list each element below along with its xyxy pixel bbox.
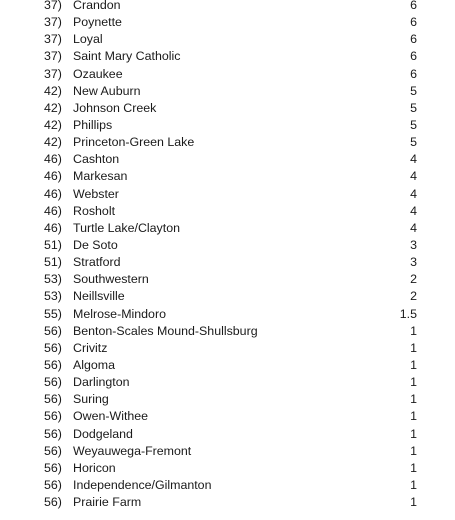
ranking-row xyxy=(0,31,455,48)
ranking-row xyxy=(0,374,455,391)
team-name: Princeton-Green Lake xyxy=(73,135,195,150)
ranking-row xyxy=(0,134,455,151)
ranking-row xyxy=(0,477,455,494)
team-name: New Auburn xyxy=(73,83,141,98)
team-name: Crandon xyxy=(73,0,121,12)
rank-label: 42) xyxy=(44,100,62,115)
team-name: Dodgeland xyxy=(73,426,133,441)
rank-label: 56) xyxy=(44,477,62,492)
rank-label: 56) xyxy=(44,495,62,510)
ranking-row xyxy=(0,460,455,477)
ranking-row xyxy=(0,220,455,237)
score-value: 1 xyxy=(410,443,417,458)
score-value: 1 xyxy=(410,392,417,407)
ranking-row xyxy=(0,306,455,323)
rank-label: 37) xyxy=(44,49,62,64)
team-name: Stratford xyxy=(73,255,121,270)
score-value: 1 xyxy=(410,357,417,372)
team-name: Markesan xyxy=(73,169,128,184)
score-value: 6 xyxy=(410,66,417,81)
ranking-row xyxy=(0,168,455,185)
team-name: Neillsville xyxy=(73,289,125,304)
rank-label: 46) xyxy=(44,152,62,167)
ranking-row xyxy=(0,14,455,31)
team-name: Independence/Gilmanton xyxy=(73,477,212,492)
rank-label: 53) xyxy=(44,289,62,304)
team-name: Poynette xyxy=(73,15,122,30)
team-name: Rosholt xyxy=(73,203,116,218)
rank-label: 56) xyxy=(44,426,62,441)
rank-label: 56) xyxy=(44,357,62,372)
score-value: 5 xyxy=(410,83,417,98)
team-name: Crivitz xyxy=(73,340,108,355)
ranking-row xyxy=(0,288,455,305)
score-value: 1 xyxy=(410,340,417,355)
rank-label: 46) xyxy=(44,169,62,184)
ranking-row xyxy=(0,151,455,168)
ranking-row xyxy=(0,203,455,220)
score-value: 2 xyxy=(410,289,417,304)
score-value: 6 xyxy=(410,49,417,64)
rank-label: 46) xyxy=(44,186,62,201)
rank-label: 56) xyxy=(44,392,62,407)
score-value: 6 xyxy=(410,0,417,12)
rank-label: 56) xyxy=(44,460,62,475)
score-value: 4 xyxy=(410,203,417,218)
team-name: Suring xyxy=(73,392,109,407)
team-name: Phillips xyxy=(73,117,113,132)
ranking-row xyxy=(0,271,455,288)
ranking-row xyxy=(0,443,455,460)
score-value: 3 xyxy=(410,237,417,252)
rank-label: 37) xyxy=(44,15,62,30)
ranking-row xyxy=(0,237,455,254)
team-name: Johnson Creek xyxy=(73,100,157,115)
ranking-row xyxy=(0,494,455,511)
rank-label: 55) xyxy=(44,306,62,321)
team-name: Horicon xyxy=(73,460,116,475)
score-value: 4 xyxy=(410,186,417,201)
team-name: Darlington xyxy=(73,375,130,390)
score-value: 1 xyxy=(410,426,417,441)
score-value: 4 xyxy=(410,220,417,235)
team-name: Benton-Scales Mound-Shullsburg xyxy=(73,323,258,338)
team-name: Algoma xyxy=(73,357,116,372)
ranking-row xyxy=(0,254,455,271)
rank-label: 56) xyxy=(44,409,62,424)
rank-label: 56) xyxy=(44,375,62,390)
ranking-row xyxy=(0,48,455,65)
score-value: 5 xyxy=(410,135,417,150)
rank-label: 46) xyxy=(44,220,62,235)
score-value: 1 xyxy=(410,477,417,492)
score-value: 1 xyxy=(410,323,417,338)
ranking-row xyxy=(0,357,455,374)
team-name: Cashton xyxy=(73,152,120,167)
rank-label: 37) xyxy=(44,66,62,81)
rank-label: 37) xyxy=(44,32,62,47)
score-value: 1.5 xyxy=(399,306,417,321)
score-value: 5 xyxy=(410,117,417,132)
rank-label: 37) xyxy=(44,0,62,12)
score-value: 3 xyxy=(410,255,417,270)
ranking-row xyxy=(0,323,455,340)
team-name: Weyauwega-Fremont xyxy=(73,443,192,458)
team-name: Owen-Withee xyxy=(73,409,149,424)
rank-label: 56) xyxy=(44,323,62,338)
team-name: Ozaukee xyxy=(73,66,123,81)
ranking-row xyxy=(0,391,455,408)
score-value: 5 xyxy=(410,100,417,115)
ranking-row xyxy=(0,408,455,425)
ranking-row xyxy=(0,83,455,100)
ranking-row xyxy=(0,426,455,443)
ranking-row xyxy=(0,0,455,14)
rank-label: 51) xyxy=(44,237,62,252)
rank-label: 56) xyxy=(44,443,62,458)
score-value: 1 xyxy=(410,495,417,510)
score-value: 4 xyxy=(410,169,417,184)
score-value: 1 xyxy=(410,409,417,424)
team-name: Webster xyxy=(73,186,119,201)
team-name: Southwestern xyxy=(73,272,149,287)
rank-label: 51) xyxy=(44,255,62,270)
rank-label: 56) xyxy=(44,340,62,355)
score-value: 6 xyxy=(410,32,417,47)
rank-label: 46) xyxy=(44,203,62,218)
rank-label: 42) xyxy=(44,117,62,132)
team-name: Melrose-Mindoro xyxy=(73,306,166,321)
team-name: Prairie Farm xyxy=(73,495,142,510)
ranking-row xyxy=(0,186,455,203)
ranking-row xyxy=(0,340,455,357)
team-name: Loyal xyxy=(73,32,103,47)
score-value: 2 xyxy=(410,272,417,287)
score-value: 1 xyxy=(410,460,417,475)
score-value: 6 xyxy=(410,15,417,30)
rank-label: 53) xyxy=(44,272,62,287)
rank-label: 42) xyxy=(44,83,62,98)
ranking-row xyxy=(0,100,455,117)
ranking-row xyxy=(0,66,455,83)
ranking-row xyxy=(0,117,455,134)
rank-label: 42) xyxy=(44,135,62,150)
team-name: De Soto xyxy=(73,237,118,252)
score-value: 4 xyxy=(410,152,417,167)
team-name: Saint Mary Catholic xyxy=(73,49,181,64)
score-value: 1 xyxy=(410,375,417,390)
team-name: Turtle Lake/Clayton xyxy=(73,220,180,235)
